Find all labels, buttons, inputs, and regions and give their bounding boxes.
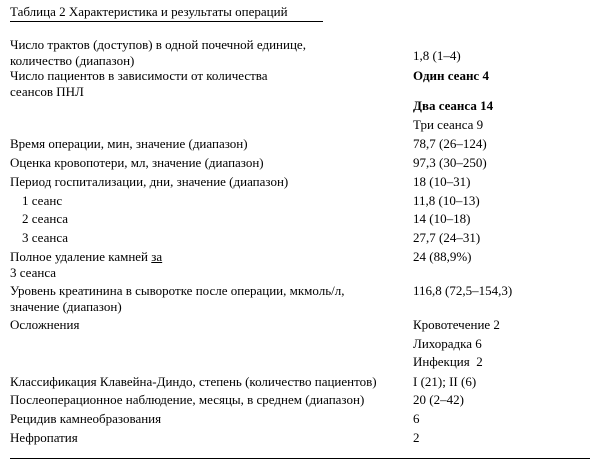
row-label: Послеоперационное наблюдение, месяцы, в среднем (диапазон) [10,392,365,407]
row-value: Кровотечение 2 [413,317,500,332]
table-title: Таблица 2 Характеристика и результаты операций [10,4,288,19]
row-label: 1 сеанс [22,193,63,208]
row-value: 11,8 (10–13) [413,193,480,208]
row-value: 1,8 (1–4) [413,48,461,63]
row-label: Нефропатия [10,430,78,445]
row-value: Один сеанс 4 [413,68,489,83]
row-value: 6 [413,411,420,426]
row-label-part: 3 сеанса [10,265,57,280]
row-label: 3 сеанса [22,230,69,245]
row-value: 116,8 (72,5–154,3) [413,283,513,298]
row-label: Число пациентов в зависимости от количества сеансов ПНЛ [10,68,268,99]
row-value: 78,7 (26–124) [413,136,487,151]
row-value: Инфекция 2 [413,354,483,369]
row-value: 20 (2–42) [413,392,464,407]
row-label: Оценка кровопотери, мл, значение (диапазон) [10,155,264,170]
row-value: 24 (88,9%) [413,249,472,264]
row-label: Осложнения [10,317,80,332]
row-label: Число трактов (доступов) в одной почечной единице, количество (диапазон) [10,37,306,68]
row-label-underlined-word: за [151,249,163,264]
row-label: Классификация Клавейна-Диндо, степень (количество пациентов) [10,374,377,389]
row-label: Рецидив камнеобразования [10,411,162,426]
table-bottom-rule [10,458,590,459]
row-value: 2 [413,430,420,445]
row-label: Период госпитализации, дни, значение (диапазон) [10,174,289,189]
row-value: Два сеанса 14 [413,98,494,113]
row-value: Лихорадка 6 [413,336,482,351]
row-value: 27,7 (24–31) [413,230,481,245]
row-value: 14 (10–18) [413,211,471,226]
row-label: Время операции, мин, значение (диапазон) [10,136,248,151]
row-label-part: Полное удаление камней [10,249,152,264]
row-label: Уровень креатинина в сыворотке после операции, мкмоль/л, значение (диапазон) [10,283,345,314]
row-value: Три сеанса 9 [413,117,484,132]
row-value: 18 (10–31) [413,174,471,189]
title-underline [10,21,323,22]
row-value: 97,3 (30–250) [413,155,487,170]
row-label [10,249,405,281]
row-value: I (21); II (6) [413,374,477,389]
row-label: 2 сеанса [22,211,69,226]
